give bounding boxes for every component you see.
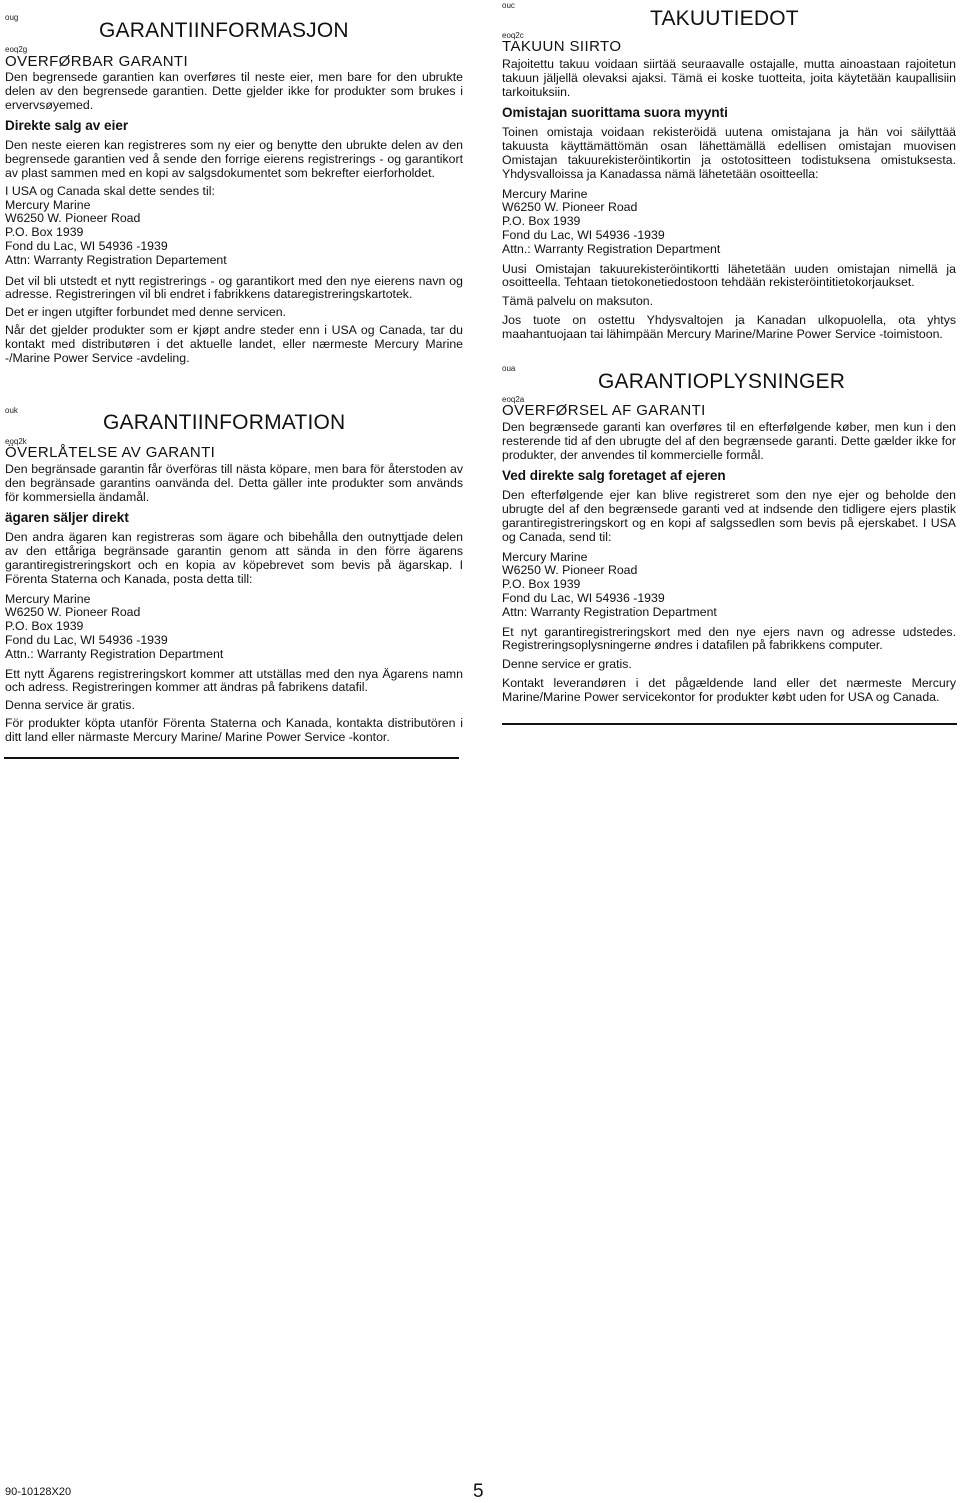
section-title: GARANTIOPLYSNINGER <box>598 370 846 393</box>
paragraph: Den begränsade garantin får överföras till nästa köpare, men bara för återstoden av den begränsade garantins oanvända del. Detta gäller inte produkter som används för kommersiella ändamål. <box>5 462 463 504</box>
section-code: oug <box>5 13 19 22</box>
section-code: oua <box>502 364 516 373</box>
address-line: Fond du Lac, WI 54936 -1939 <box>502 227 665 242</box>
paragraph: Jos tuote on ostettu Yhdysvaltojen ja Kanadan ulkopuolella, ota yhtys maahantuojaan tai lähimpään Mercury Marine/Marine Power Service -toimistoon. <box>502 312 956 341</box>
paragraph: Den neste eieren kan registreres som ny eier og benytte den ubrukte delen av den begrensede garantien ved å sende den forrige eierens registrerings - og garantikort av plast sammen med en kopi av salgsdokumentet som bekrefter eierforholdet. <box>5 138 463 180</box>
subsection-code: eoq2g <box>5 45 28 54</box>
address-line: Attn: Warranty Registration Department <box>502 604 717 619</box>
address-line: Fond du Lac, WI 54936 -1939 <box>502 590 665 605</box>
section-finnish-body <box>502 58 956 342</box>
paragraph: Et nyt garantiregistreringskort med den nye ejers navn og adresse udstedes. Registreringsoplysningerne øndres i datafilen på fabrikkens computer. <box>502 624 956 653</box>
paragraph: För produkter köpta utanför Förenta Staterna och Kanada, kontakta distributören i ditt land eller närmaste Mercury Marine/ Marine Power Service -kontor. <box>5 715 463 744</box>
paragraph: Det vil bli utstedt et nytt registrerings - og garantikort med den nye eierens navn og adresse. Registreringen vil bli endret i fabrikkens dataregistreringskartotek. <box>5 273 463 302</box>
subsection-title: OVERFØRSEL AF GARANTI <box>502 402 706 419</box>
paragraph: Uusi Omistajan takuurekisteröintikortti lähetetään uuden omistajan nimellä ja osoitteella. Tehtaan tietokonetiedostoon tehdään rekisteröintitietokorjaukset. <box>502 261 956 290</box>
address-line: P.O. Box 1939 <box>502 214 581 229</box>
paragraph: Den efterfølgende ejer kan blive registreret som den nye ejer og beholde den ubrugte del af den begrænsede garanti ved at indsende den tidligere ejers plastik garantiregistreringskort og en kopi af salgssedlen som bevis på ejerskabet. I USA og Canada, send til: <box>502 488 956 544</box>
address-block <box>5 593 463 662</box>
subsection-code: eoq2c <box>502 31 524 40</box>
address-block <box>502 188 956 257</box>
address-line: Mercury Marine <box>5 591 91 606</box>
address-line: P.O. Box 1939 <box>5 225 84 240</box>
section-danish-body <box>502 421 956 705</box>
address-line: W6250 W. Pioneer Road <box>5 211 141 226</box>
paragraph: Toinen omistaja voidaan rekisteröidä uutena omistajana ja hän voi säilyttää takuusta käyttämättömän osan lähettämällä edellisen omistajan muovisen Omistajan takuurekisteröintikortin ja ostotositteen todistuksena omistuksesta. Yhdysvalloissa ja Kanadassa nämä lähetetään osoitteella: <box>502 125 956 181</box>
subheading: ägaren säljer direkt <box>5 510 129 526</box>
section-norwegian <box>5 0 463 400</box>
subsection-title: ÖVERLÅTELSE AV GARANTI <box>5 444 216 461</box>
address-line: Attn: Warranty Registration Departement <box>5 252 227 267</box>
address-block <box>5 199 463 268</box>
left-column <box>5 0 463 744</box>
subsection-title: OVERFØRBAR GARANTI <box>5 53 189 70</box>
page-number: 5 <box>473 1481 484 1502</box>
column-end-rule <box>4 757 459 759</box>
address-line: Fond du Lac, WI 54936 -1939 <box>5 632 168 647</box>
column-end-rule <box>502 723 957 725</box>
paragraph: Denna service är gratis. <box>5 698 135 713</box>
paragraph: Denne service er gratis. <box>502 657 632 672</box>
address-line: Mercury Marine <box>502 186 588 201</box>
document-number: 90-10128X20 <box>5 1486 72 1498</box>
section-title: TAKUUTIEDOT <box>650 7 799 30</box>
subsection-code: eoq2a <box>502 395 525 404</box>
paragraph: Den andra ägaren kan registreras som ägare och bibehålla den outnyttjade delen av den ettåriga begränsade garantin genom att sända in den förre ägarens garantiregistreringskort och en kopia av köpebrevet som bevis på ägarskap. I Förenta Staterna och Kanada, posta detta till: <box>5 530 463 586</box>
address-block <box>502 551 956 620</box>
address-line: Attn.: Warranty Registration Department <box>5 646 224 661</box>
paragraph: Rajoitettu takuu voidaan siirtää seuraavalle ostajalle, mutta ainoastaan rajoitetun takuun jäljellä olevaksi ajaksi. Tämä ei koske tuotteita, joita käytetään kaupallisiin tarkoituksiin. <box>502 57 956 99</box>
section-swedish-body <box>5 463 463 745</box>
subheading: Direkte salg av eier <box>5 118 129 134</box>
address-line: Attn.: Warranty Registration Department <box>502 241 721 256</box>
subheading: Omistajan suorittama suora myynti <box>502 105 728 121</box>
address-line: P.O. Box 1939 <box>502 577 581 592</box>
address-line: Mercury Marine <box>502 549 588 564</box>
paragraph: Når det gjelder produkter som er kjøpt andre steder enn i USA og Canada, tar du kontakt med distributøren i det aktuelle landet, eller nærmeste Mercury Marine -/Marine Power Service -avdeling. <box>5 322 463 365</box>
subsection-code: eoq2k <box>5 437 27 446</box>
section-code: ouc <box>502 1 515 10</box>
paragraph: Ett nytt Ägarens registreringskort kommer att utställas med den nya Ägarens namn och adress. Registreringen kommer att ändras på fabrikens datafil. <box>5 666 463 695</box>
address-line: P.O. Box 1939 <box>5 619 84 634</box>
address-line: W6250 W. Pioneer Road <box>5 605 141 620</box>
address-line: Fond du Lac, WI 54936 -1939 <box>5 238 168 253</box>
subheading: Ved direkte salg foretaget af ejeren <box>502 468 726 484</box>
address-line: Mercury Marine <box>5 197 91 212</box>
section-code: ouk <box>5 406 18 415</box>
paragraph: Tämä palvelu on maksuton. <box>502 294 654 309</box>
address-line: W6250 W. Pioneer Road <box>502 563 638 578</box>
paragraph: Den begrensede garantien kan overføres til neste eier, men bare for den ubrukte delen av den begrensede garantien. Dette gjelder ikke for produkter som brukes i ervervsøyemed. <box>5 70 463 112</box>
section-title: GARANTIINFORMASJON <box>99 19 349 42</box>
paragraph: Det er ingen utgifter forbundet med denne servicen. <box>5 305 286 320</box>
subsection-title: TAKUUN SIIRTO <box>502 38 622 55</box>
address-line: W6250 W. Pioneer Road <box>502 200 638 215</box>
paragraph: I USA og Canada skal dette sendes til: <box>5 183 215 198</box>
paragraph: Kontakt leverandøren i det pågældende land eller det nærmeste Mercury Marine/Marine Power servicekontor for produkter købt uden for USA og Canada. <box>502 675 956 704</box>
paragraph: Den begrænsede garanti kan overføres til en efterfølgende køber, men kun i den resterende tid af den ubrugte del af den begrænsede garanti. Dette gælder ikke for produkter, der anvendes til kommercielle formål. <box>502 420 956 462</box>
section-title: GARANTIINFORMATION <box>103 411 346 434</box>
